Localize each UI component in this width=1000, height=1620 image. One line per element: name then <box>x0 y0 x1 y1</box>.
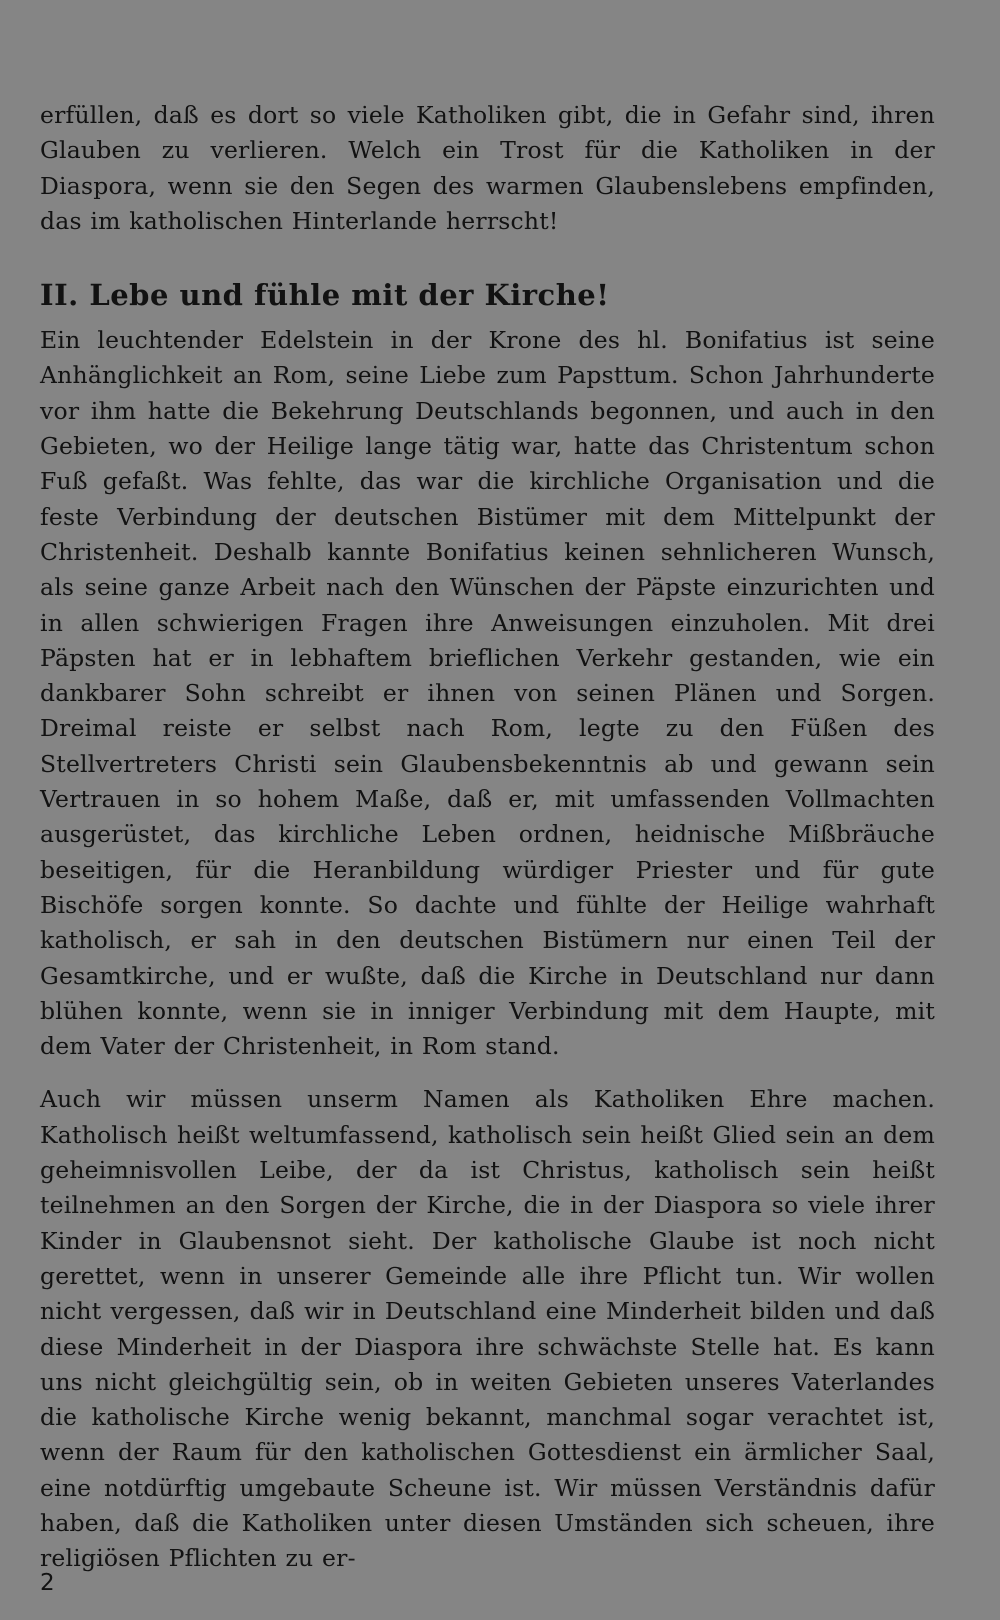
page-number: 2 <box>40 1570 55 1596</box>
page-body <box>40 98 935 1577</box>
paragraph-katholiken: Auch wir müssen unserm Namen als Katholiken Ehre machen. Katholisch heißt weltumfassend, katholisch sein heißt Glied sein an dem geheimnisvollen Leibe, der da ist Christus, katholisch sein heißt teilnehmen an den Sorgen der Kirche, die in der Diaspora so viele ihrer Kinder in Glaubensnot sieht. Der katholische Glaube ist noch nicht gerettet, wenn in unserer Gemeinde alle ihre Pflicht tun. Wir wollen nicht vergessen, daß wir in Deutschland eine Minderheit bilden und daß diese Minderheit in der Diaspora ihre schwächste Stelle hat. Es kann uns nicht gleichgültig sein, ob in weiten Gebieten unseres Vaterlandes die katholische Kirche wenig bekannt, manchmal sogar verachtet ist, wenn der Raum für den katholischen Gottesdienst ein ärmlicher Saal, eine notdürftig umgebaute Scheune ist. Wir müssen Verständnis dafür haben, daß die Katholiken unter diesen Umständen sich scheuen, ihre religiösen Pflichten zu er- <box>40 1085 935 1573</box>
paragraph-bonifatius: Ein leuchtender Edelstein in der Krone des hl. Bonifatius ist seine Anhänglichkeit an Rom, seine Liebe zum Papsttum. Schon Jahrhunderte vor ihm hatte die Bekehrung Deutschlands begonnen, und auch in den Gebieten, wo der Heilige lange tätig war, hatte das Christentum schon Fuß gefaßt. Was fehlte, das war die kirchliche Organisation und die feste Verbindung der deutschen Bistümer mit dem Mittelpunkt der Christenheit. Deshalb kannte Bonifatius keinen sehnlicheren Wunsch, als seine ganze Arbeit nach den Wünschen der Päpste einzurichten und in allen schwierigen Fragen ihre Anweisungen einzuholen. Mit drei Päpsten hat er in lebhaftem brieflichen Verkehr gestanden, wie ein dankbarer Sohn schreibt er ihnen von seinen Plänen und Sorgen. Dreimal reiste er selbst nach Rom, legte zu den Füßen des Stellvertreters Christi sein Glaubensbekenntnis ab und gewann sein Vertrauen in so hohem Maße, daß er, mit umfassenden Vollmachten ausgerüstet, das kirchliche Leben ordnen, heidnische Mißbräuche beseitigen, für die Heranbildung würdiger Priester und für gute Bischöfe sorgen konnte. So dachte und fühlte der Heilige wahrhaft katholisch, er sah in den deutschen Bistümern nur einen Teil der Gesamtkirche, und er wußte, daß die Kirche in Deutschland nur dann blühen konnte, wenn sie in inniger Verbindung mit dem Haupte, mit dem Vater der Christenheit, in Rom stand. <box>40 326 935 1061</box>
section-heading: II. Lebe und fühle mit der Kirche! <box>40 278 610 313</box>
paragraph-continuation: erfüllen, daß es dort so viele Katholiken gibt, die in Gefahr sind, ihren Glauben zu verlieren. Welch ein Trost für die Katholiken in der Diaspora, wenn sie den Segen des warmen Glaubenslebens empfinden, das im katholischen Hinterlande herrscht! <box>40 101 935 235</box>
